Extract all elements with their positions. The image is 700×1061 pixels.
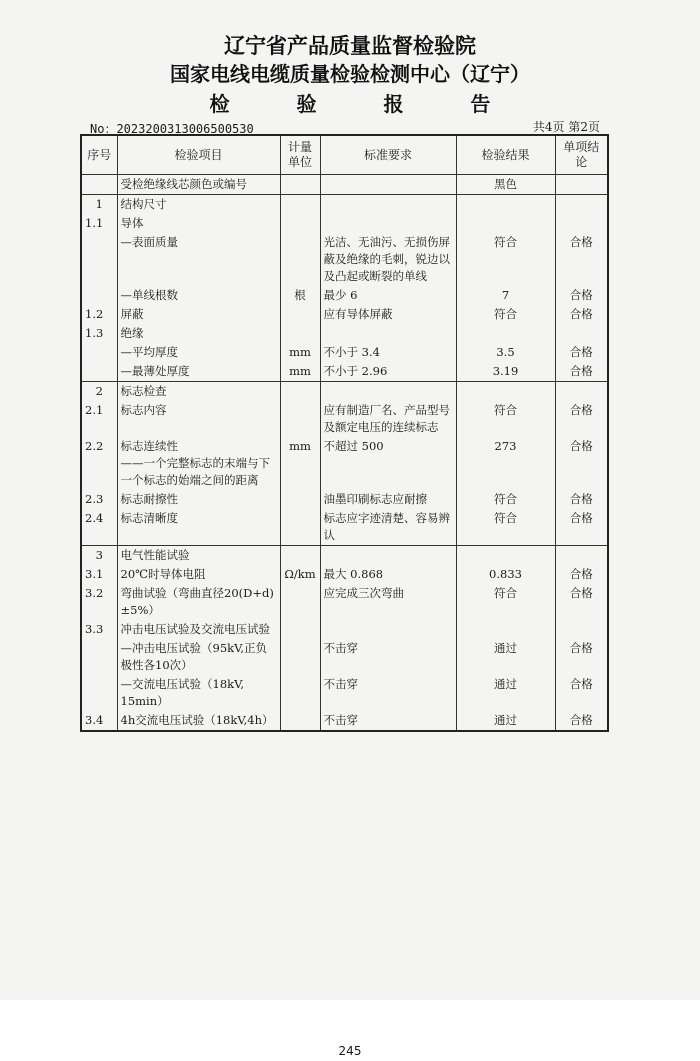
row-result: 7 xyxy=(456,286,555,305)
row-requirement xyxy=(320,214,456,233)
row-result xyxy=(456,195,555,215)
row-unit xyxy=(280,175,320,195)
row-conclusion: 合格 xyxy=(555,401,608,437)
table-row xyxy=(81,362,608,382)
table-header-row xyxy=(81,135,608,175)
row-result: 黑色 xyxy=(456,175,555,195)
row-requirement: 光洁、无油污、无损伤屏蔽及绝缘的毛刺，锐边以及凸起或断裂的单线 xyxy=(320,233,456,286)
row-requirement: 最少 6 xyxy=(320,286,456,305)
row-item: 冲击电压试验及交流电压试验 xyxy=(117,620,280,639)
table-row xyxy=(81,195,608,215)
row-unit xyxy=(280,711,320,731)
row-result: 3.5 xyxy=(456,343,555,362)
row-number: 1 xyxy=(81,195,117,215)
row-unit xyxy=(280,639,320,675)
row-item: 受检绝缘线芯颜色或编号 xyxy=(117,175,280,195)
table-row xyxy=(81,490,608,509)
row-result xyxy=(456,620,555,639)
row-result: 符合 xyxy=(456,305,555,324)
row-number xyxy=(81,675,117,711)
table-row xyxy=(81,711,608,731)
row-item: 标志检查 xyxy=(117,382,280,402)
row-item: 标志连续性 ——一个完整标志的末端与下一个标志的始端之间的距离 xyxy=(117,437,280,490)
row-result: 符合 xyxy=(456,233,555,286)
row-requirement: 不超过 500 xyxy=(320,437,456,490)
row-requirement: 应完成三次弯曲 xyxy=(320,584,456,620)
row-result: 273 xyxy=(456,437,555,490)
row-conclusion: 合格 xyxy=(555,711,608,731)
row-number: 1.3 xyxy=(81,324,117,343)
col-header-requirement: 标准要求 xyxy=(320,135,456,175)
table-row xyxy=(81,305,608,324)
row-requirement: 不击穿 xyxy=(320,675,456,711)
row-number: 3.1 xyxy=(81,565,117,584)
row-result xyxy=(456,324,555,343)
row-requirement xyxy=(320,546,456,566)
row-unit xyxy=(280,546,320,566)
report-number: No：2023200313006500530 xyxy=(90,122,254,136)
page-number: 245 xyxy=(338,1044,362,1058)
table-row xyxy=(81,401,608,437)
row-number: 2.2 xyxy=(81,437,117,490)
row-unit xyxy=(280,509,320,546)
org-title: 辽宁省产品质量监督检验院 xyxy=(224,34,476,58)
row-conclusion xyxy=(555,214,608,233)
row-conclusion xyxy=(555,382,608,402)
row-conclusion: 合格 xyxy=(555,565,608,584)
table-row xyxy=(81,509,608,546)
table-row xyxy=(81,175,608,195)
row-item: 绝缘 xyxy=(117,324,280,343)
row-unit xyxy=(280,620,320,639)
row-requirement: 应有导体屏蔽 xyxy=(320,305,456,324)
row-item: —单线根数 xyxy=(117,286,280,305)
row-unit xyxy=(280,675,320,711)
row-conclusion xyxy=(555,620,608,639)
page-info: 共4页 第2页 xyxy=(532,120,600,134)
row-conclusion xyxy=(555,175,608,195)
table-row xyxy=(81,620,608,639)
col-header-item: 检验项目 xyxy=(117,135,280,175)
table-row xyxy=(81,324,608,343)
row-number xyxy=(81,343,117,362)
row-item: 4h交流电压试验（18kV,4h） xyxy=(117,711,280,731)
row-unit: mm xyxy=(280,362,320,382)
row-conclusion xyxy=(555,546,608,566)
row-item: 20℃时导体电阻 xyxy=(117,565,280,584)
row-requirement: 油墨印刷标志应耐擦 xyxy=(320,490,456,509)
row-item: 屏蔽 xyxy=(117,305,280,324)
table-row xyxy=(81,214,608,233)
col-header-no: 序号 xyxy=(81,135,117,175)
report-title: 检 验 报 告 xyxy=(209,92,521,116)
row-requirement: 不击穿 xyxy=(320,639,456,675)
row-number: 3 xyxy=(81,546,117,566)
row-item: —表面质量 xyxy=(117,233,280,286)
row-item: —交流电压试验（18kV, 15min） xyxy=(117,675,280,711)
row-unit xyxy=(280,195,320,215)
row-requirement xyxy=(320,175,456,195)
row-requirement: 应有制造厂名、产品型号及额定电压的连续标志 xyxy=(320,401,456,437)
row-result xyxy=(456,214,555,233)
row-number xyxy=(81,175,117,195)
table-row xyxy=(81,437,608,490)
row-conclusion: 合格 xyxy=(555,362,608,382)
table-row xyxy=(81,675,608,711)
row-conclusion: 合格 xyxy=(555,490,608,509)
row-requirement xyxy=(320,382,456,402)
table-body xyxy=(81,175,608,732)
row-item: —平均厚度 xyxy=(117,343,280,362)
row-requirement: 不小于 2.96 xyxy=(320,362,456,382)
row-unit: mm xyxy=(280,343,320,362)
row-conclusion: 合格 xyxy=(555,675,608,711)
row-item: 导体 xyxy=(117,214,280,233)
row-number: 2.4 xyxy=(81,509,117,546)
row-item: —冲击电压试验（95kV,正负极性各10次） xyxy=(117,639,280,675)
row-item: 标志清晰度 xyxy=(117,509,280,546)
table-row xyxy=(81,286,608,305)
row-unit xyxy=(280,214,320,233)
row-requirement: 最大 0.868 xyxy=(320,565,456,584)
table-row xyxy=(81,584,608,620)
row-result xyxy=(456,546,555,566)
row-conclusion: 合格 xyxy=(555,639,608,675)
table-row xyxy=(81,565,608,584)
row-requirement xyxy=(320,620,456,639)
row-conclusion: 合格 xyxy=(555,437,608,490)
row-item: 结构尺寸 xyxy=(117,195,280,215)
row-unit xyxy=(280,233,320,286)
row-conclusion: 合格 xyxy=(555,584,608,620)
row-result xyxy=(456,382,555,402)
row-number xyxy=(81,362,117,382)
col-header-unit: 计量单位 xyxy=(280,135,320,175)
row-number: 3.2 xyxy=(81,584,117,620)
row-number: 1.2 xyxy=(81,305,117,324)
row-unit: Ω/km xyxy=(280,565,320,584)
row-unit xyxy=(280,584,320,620)
table-row xyxy=(81,343,608,362)
row-result: 符合 xyxy=(456,509,555,546)
row-item: 标志耐擦性 xyxy=(117,490,280,509)
row-requirement xyxy=(320,195,456,215)
row-unit xyxy=(280,490,320,509)
row-conclusion: 合格 xyxy=(555,286,608,305)
row-unit xyxy=(280,324,320,343)
table-row xyxy=(81,639,608,675)
row-number xyxy=(81,286,117,305)
table-row xyxy=(81,233,608,286)
row-number: 3.4 xyxy=(81,711,117,731)
row-item: 弯曲试验（弯曲直径20(D+d)±5%） xyxy=(117,584,280,620)
row-conclusion xyxy=(555,324,608,343)
row-conclusion: 合格 xyxy=(555,509,608,546)
row-result: 0.833 xyxy=(456,565,555,584)
row-requirement: 不小于 3.4 xyxy=(320,343,456,362)
row-number: 2.3 xyxy=(81,490,117,509)
row-result: 符合 xyxy=(456,401,555,437)
row-requirement xyxy=(320,324,456,343)
row-result: 通过 xyxy=(456,639,555,675)
row-result: 3.19 xyxy=(456,362,555,382)
row-result: 符合 xyxy=(456,584,555,620)
row-conclusion: 合格 xyxy=(555,343,608,362)
row-item: 电气性能试验 xyxy=(117,546,280,566)
inspection-table xyxy=(80,134,609,732)
row-requirement: 不击穿 xyxy=(320,711,456,731)
col-header-conclusion: 单项结论 xyxy=(555,135,608,175)
row-number: 1.1 xyxy=(81,214,117,233)
row-number xyxy=(81,639,117,675)
table-row xyxy=(81,546,608,566)
row-number xyxy=(81,233,117,286)
row-conclusion xyxy=(555,195,608,215)
row-unit: mm xyxy=(280,437,320,490)
row-item: —最薄处厚度 xyxy=(117,362,280,382)
row-conclusion: 合格 xyxy=(555,305,608,324)
row-number: 2 xyxy=(81,382,117,402)
row-requirement: 标志应字迹清楚、容易辨认 xyxy=(320,509,456,546)
row-unit xyxy=(280,382,320,402)
row-conclusion: 合格 xyxy=(555,233,608,286)
row-unit xyxy=(280,401,320,437)
col-header-result: 检验结果 xyxy=(456,135,555,175)
row-result: 通过 xyxy=(456,711,555,731)
center-title: 国家电线电缆质量检验检测中心（辽宁） xyxy=(170,62,530,86)
row-number: 2.1 xyxy=(81,401,117,437)
row-result: 通过 xyxy=(456,675,555,711)
row-item: 标志内容 xyxy=(117,401,280,437)
row-result: 符合 xyxy=(456,490,555,509)
row-number: 3.3 xyxy=(81,620,117,639)
row-unit xyxy=(280,305,320,324)
table-row xyxy=(81,382,608,402)
row-unit: 根 xyxy=(280,286,320,305)
